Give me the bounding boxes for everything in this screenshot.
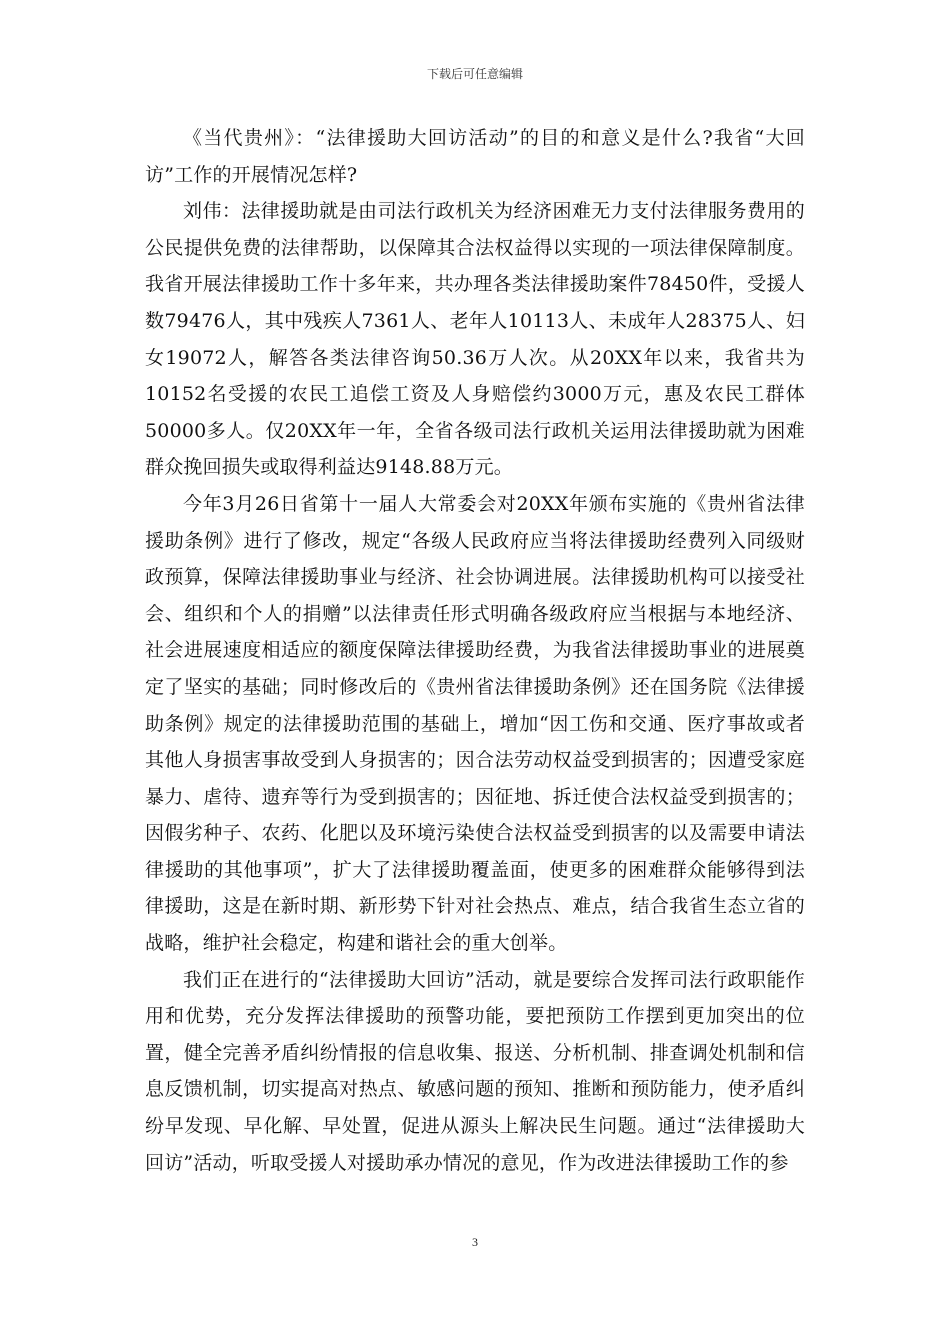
paragraph-answer-intro: 刘伟：法律援助就是由司法行政机关为经济困难无力支付法律服务费用的公民提供免费的法律帮助，以保障其合法权益得以实现的一项法律保障制度。我省开展法律援助工作十多年来，共办理各类法律援助案件78450件，受援人数79476人，其中残疾人7361人、老年人10113人、未成年人28375人、妇女19072人，解答各类法律咨询50.36万人次。从20XX年以来，我省共为10152名受援的农民工追偿工资及人身赔偿约3000万元，惠及农民工群体50000多人。仅20XX年一年，全省各级司法行政机关运用法律援助就为困难群众挽回损失或取得利益达9148.88万元。 [145, 200, 805, 479]
paragraph-regulation: 今年3月26日省第十一届人大常委会对20XX年颁布实施的《贵州省法律援助条例》进行了修改，规定“各级人民政府应当将法律援助经费列入同级财政预算，保障法律援助事业与经济、社会协调进展。法律援助机构可以接受社会、组织和个人的捐赠”以法律责任形式明确各级政府应当根据与本地经济、社会进展速度相适应的额度保障法律援助经费，为我省法律援助事业的进展奠定了坚实的基础；同时修改后的《贵州省法律援助条例》还在国务院《法律援助条例》规定的法律援助范围的基础上，增加“因工伤和交通、医疗事故或者其他人身损害事故受到人身损害的；因合法劳动权益受到损害的；因遭受家庭暴力、虐待、遗弃等行为受到损害的；因征地、拆迁使合法权益受到损害的；因假劣种子、农药、化肥以及环境污染使合法权益受到损害的以及需要申请法律援助的其他事项”，扩大了法律援助覆盖面，使更多的困难群众能够得到法律援助，这是在新时期、新形势下针对社会热点、难点，结合我省生态立省的战略，维护社会稳定，构建和谐社会的重大创举。 [145, 492, 805, 955]
page-header: 下载后可任意编辑 [426, 67, 523, 81]
document-body [145, 120, 805, 1181]
page-number: 3 [472, 1235, 478, 1249]
paragraph-question: 《当代贵州》：“法律援助大回访活动”的目的和意义是什么?我省“大回访”工作的开展情况怎样? [145, 127, 805, 186]
paragraph-revisit: 我们正在进行的“法律援助大回访”活动，就是要综合发挥司法行政职能作用和优势，充分发挥法律援助的预警功能，要把预防工作摆到更加突出的位置，健全完善矛盾纠纷情报的信息收集、报送、分析机制、排查调处机制和信息反馈机制，切实提高对热点、敏感问题的预知、推断和预防能力，使矛盾纠纷早发现、早化解、早处置，促进从源头上解决民生问题。通过“法律援助大回访”活动，听取受援人对援助承办情况的意见，作为改进法律援助工作的参 [145, 968, 805, 1174]
